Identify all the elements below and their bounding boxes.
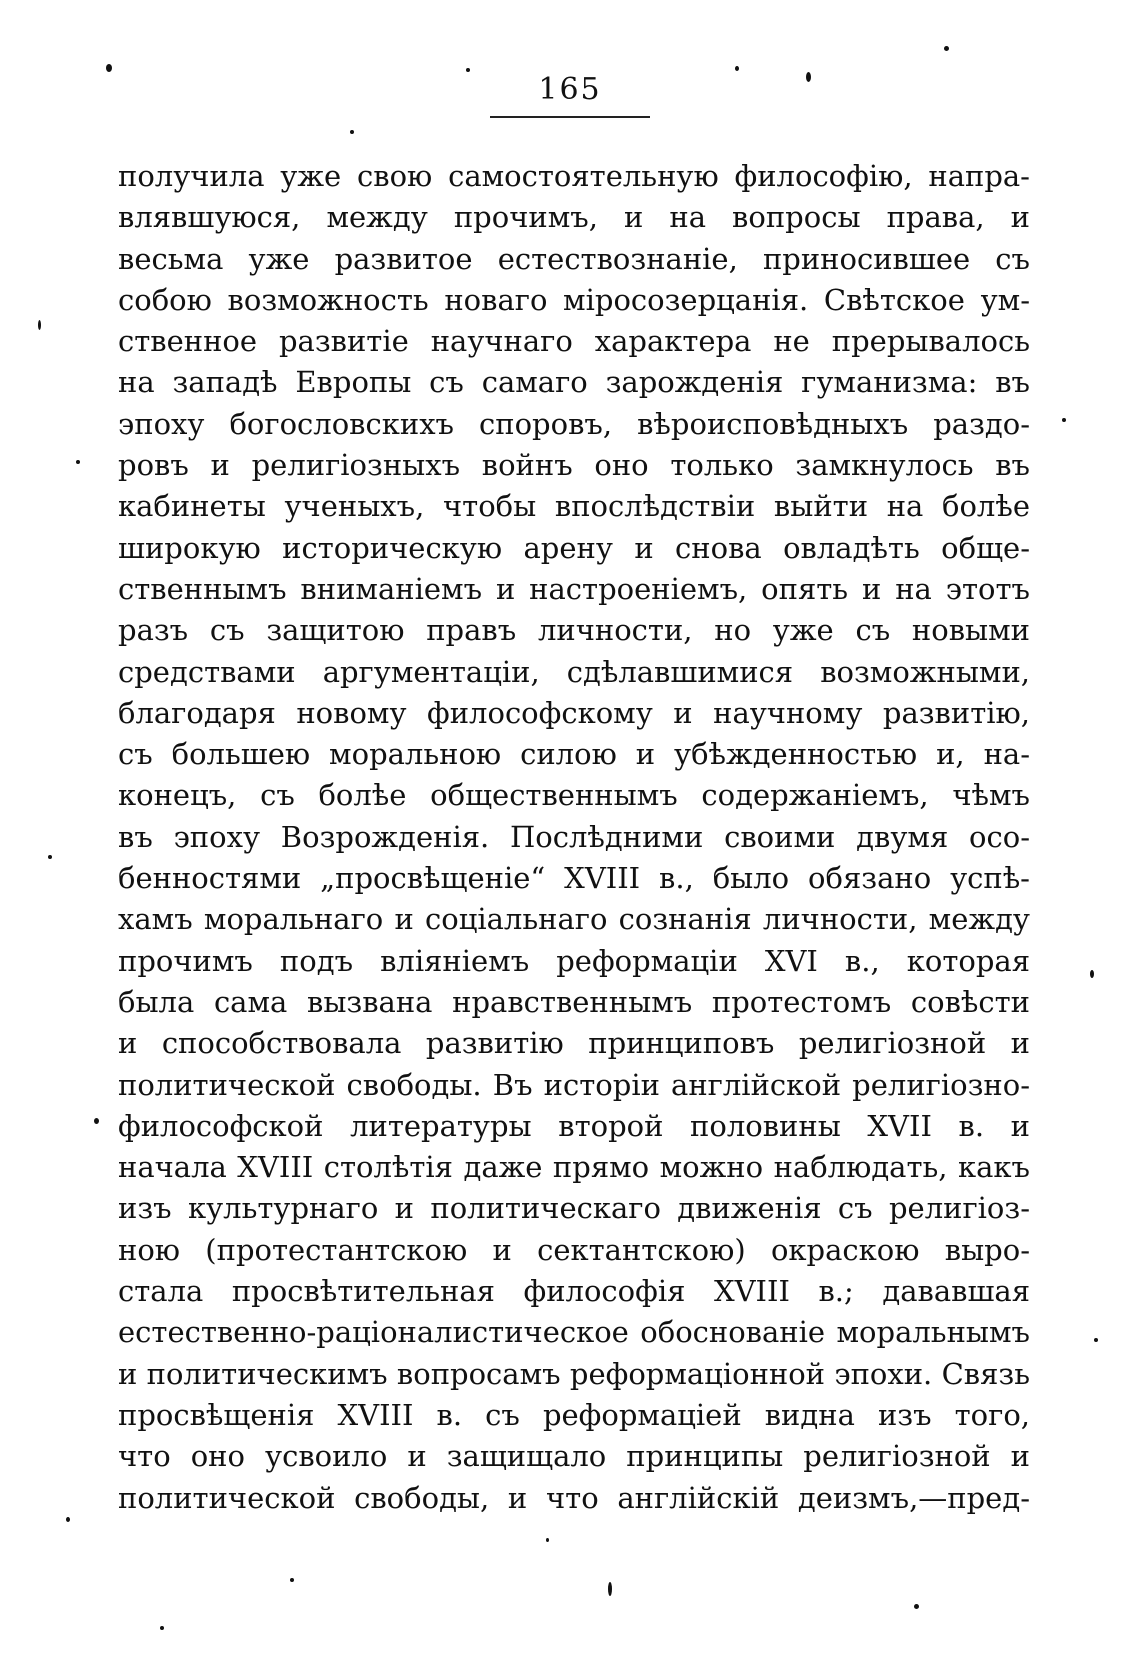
text-line: эпоху богословскихъ споровъ, вѣроисповѣдныхъ раздо- <box>118 406 1030 441</box>
scan-speck <box>1094 1338 1098 1342</box>
text-line: и политическимъ вопросамъ реформаціонной эпохи. Связь <box>118 1356 1030 1391</box>
scan-speck <box>466 68 470 72</box>
text-line: бенностями „просвѣщеніе“ XVIII в., было обязано успѣ- <box>118 861 1030 896</box>
text-line: изъ культурнаго и политическаго движенія съ религіоз- <box>118 1191 1030 1226</box>
text-line: естественно-раціоналистическое обоснованіе моральнымъ <box>118 1315 1030 1350</box>
text-line: начала XVIII столѣтія даже прямо можно наблюдать, какъ <box>118 1150 1030 1185</box>
text-line: конецъ, съ болѣе общественнымъ содержаніемъ, чѣмъ <box>118 778 1030 813</box>
scan-speck <box>38 320 41 330</box>
text-line: получила уже свою самостоятельную философію, напра- <box>118 159 1030 193</box>
scan-speck <box>160 1626 164 1630</box>
text-line: кабинеты ученыхъ, чтобы впослѣдствіи выйти на болѣе <box>118 489 1030 524</box>
text-line: ною (протестантскою и сектантскою) окраскою выро- <box>118 1232 1030 1267</box>
text-line: была сама вызвана нравственнымъ протестомъ совѣсти <box>118 984 1030 1019</box>
text-line: весьма уже развитое естествознаніе, приносившее съ <box>118 241 1030 276</box>
text-line: философской литературы второй половины XVII в. и <box>118 1108 1030 1143</box>
scan-speck <box>944 46 949 51</box>
body-text <box>118 156 1030 1519</box>
scan-speck <box>546 1538 549 1542</box>
scan-speck <box>806 72 811 82</box>
text-line: въ эпоху Возрожденія. Послѣдними своими двумя осо- <box>118 819 1030 854</box>
text-line: политической свободы. Въ исторіи англійской религіозно- <box>118 1067 1030 1102</box>
text-line: и способствовала развитію принциповъ религіозной и <box>118 1026 1030 1061</box>
text-line: разъ съ защитою правъ личности, но уже съ новыми <box>118 613 1030 648</box>
scan-speck <box>290 1578 294 1582</box>
text-line: влявшуюся, между прочимъ, и на вопросы права, и <box>118 200 1030 235</box>
text-line: прочимъ подъ вліяніемъ реформаціи XVI в., которая <box>118 943 1030 978</box>
text-line: хамъ моральнаго и соціальнаго сознанія личности, между <box>118 902 1030 937</box>
text-line: просвѣщенія XVIII в. съ реформаціей видна изъ того, <box>118 1397 1030 1432</box>
scan-speck <box>350 130 354 134</box>
text-line: что оно усвоило и защищало принципы религіозной и <box>118 1439 1030 1474</box>
text-line: ровъ и религіозныхъ войнъ оно только замкнулось въ <box>118 448 1030 483</box>
text-line: ственное развитіе научнаго характера не прерывалось <box>118 324 1030 359</box>
scan-speck <box>914 1604 919 1609</box>
text-line: собою возможность новаго міросозерцанія. Свѣтское ум- <box>118 282 1030 317</box>
page-number: 165 <box>538 72 602 107</box>
scan-speck <box>1090 970 1094 978</box>
text-line: политической свободы, и что англійскій деизмъ,—пред- <box>118 1480 1030 1515</box>
scan-speck <box>48 855 52 859</box>
scan-speck <box>106 64 112 72</box>
text-line: широкую историческую арену и снова овладѣть обще- <box>118 530 1030 565</box>
header-rule <box>490 116 650 118</box>
scan-speck <box>608 1582 612 1596</box>
text-line: съ большею моральною силою и убѣжденностью и, на- <box>118 737 1030 772</box>
text-line: стала просвѣтительная философія XVIII в.; дававшая <box>118 1274 1030 1309</box>
scan-speck <box>94 1118 99 1124</box>
scan-speck <box>1062 418 1066 422</box>
text-line: на западѣ Европы съ самаго зарожденія гуманизма: въ <box>118 365 1030 400</box>
text-line: благодаря новому философскому и научному развитію, <box>118 695 1030 730</box>
scan-speck <box>735 66 739 71</box>
text-line: средствами аргументаціи, сдѣлавшимися возможными, <box>118 654 1030 689</box>
scan-speck <box>66 1517 70 1522</box>
scan-speck <box>76 460 80 464</box>
text-line: ственнымъ вниманіемъ и настроеніемъ, опять и на этотъ <box>118 571 1030 606</box>
